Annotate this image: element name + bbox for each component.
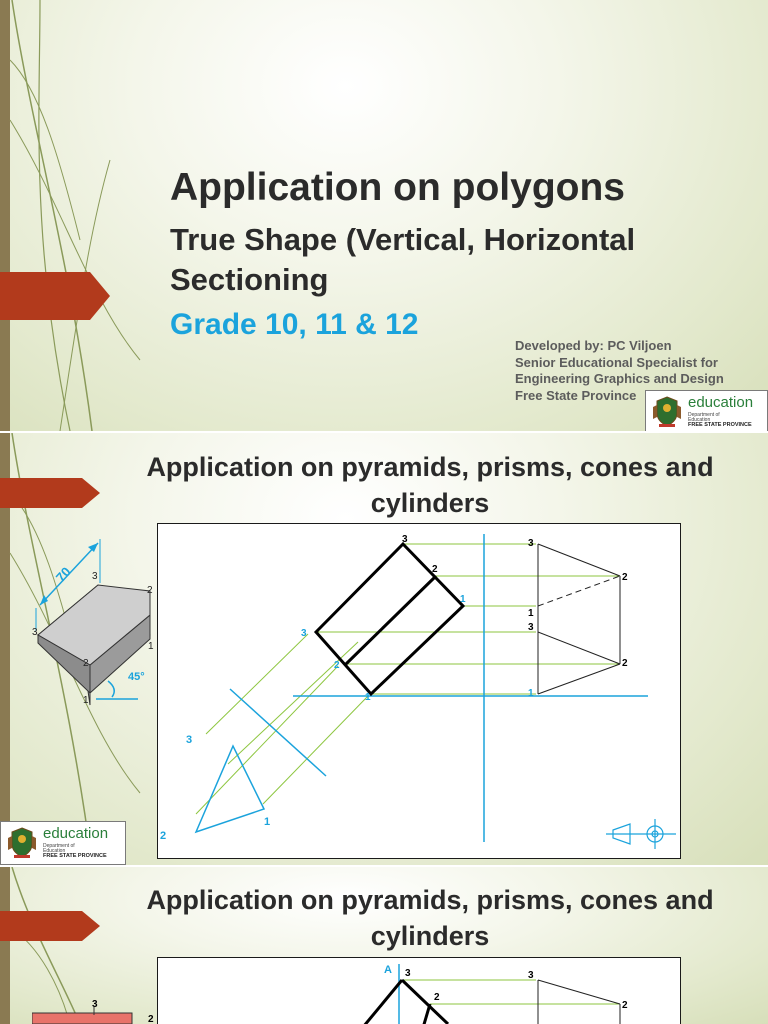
orthographic-drawing-panel xyxy=(157,523,681,859)
vertex-label: 2 xyxy=(334,660,340,671)
angle-label: 45° xyxy=(128,671,145,683)
logo-brand-text: education xyxy=(43,825,109,842)
red-arrow-tab xyxy=(0,272,112,320)
logo-brand-text: education xyxy=(688,394,754,411)
dimension-label: 70 xyxy=(52,564,74,585)
red-arrow-tab xyxy=(0,911,102,941)
credit-line: Senior Educational Specialist for xyxy=(515,354,718,370)
vertex-label: 3 xyxy=(402,534,408,545)
vertex-label: 2 xyxy=(434,992,440,1003)
vertex-label: 3 xyxy=(92,571,98,582)
vertex-label: 2 xyxy=(148,1014,154,1024)
vertex-label: 3 xyxy=(528,538,534,549)
point-label: A xyxy=(384,964,392,976)
slide-title: Application on pyramids, prisms, cones and cylinders xyxy=(146,452,714,518)
vertex-label: 1 xyxy=(365,692,371,703)
vertex-label: 2 xyxy=(83,658,89,669)
vertex-label: 3 xyxy=(301,628,307,639)
true-shape-label: 3 xyxy=(186,734,193,746)
vertex-label: 3 xyxy=(92,999,98,1010)
decorative-fronds xyxy=(0,0,160,431)
title-slide xyxy=(0,0,768,431)
vertex-label: 1 xyxy=(460,594,466,605)
vertex-label: 2 xyxy=(622,658,628,669)
education-logo xyxy=(645,390,768,431)
vertex-label: 2 xyxy=(147,585,153,596)
vertex-label: 1 xyxy=(148,641,154,652)
slide-subtitle: True Shape (Vertical, Horizontal Sectioning xyxy=(170,222,636,297)
pyramid-section-drawing xyxy=(158,958,680,1024)
vertex-label: 3 xyxy=(528,970,534,981)
vertex-label: 2 xyxy=(622,572,628,583)
orthographic-drawing-panel xyxy=(92,957,681,1024)
vertex-label: 2 xyxy=(432,564,438,575)
credit-line: Developed by: PC Viljoen xyxy=(515,338,672,353)
pyramid-sketch xyxy=(32,1007,140,1024)
vertex-label: 3 xyxy=(32,627,38,638)
slide-title: Application on polygons xyxy=(170,166,625,209)
vertex-label: 3 xyxy=(528,622,534,633)
slide-title: Application on pyramids, prisms, cones and cylinders xyxy=(146,885,714,951)
isometric-prism-figure xyxy=(28,533,163,713)
logo-sub-text: Department of xyxy=(43,843,75,849)
vertex-label: 3 xyxy=(405,968,411,979)
coat-of-arms-icon xyxy=(4,824,40,860)
credit-line: Engineering Graphics and Design xyxy=(515,371,724,386)
prism-slide xyxy=(0,433,768,865)
education-logo xyxy=(0,821,126,865)
prism-section-drawing xyxy=(158,524,680,858)
credit-line: Free State Province xyxy=(515,387,637,403)
true-shape-label: 2 xyxy=(160,830,167,842)
grade-label: Grade 10, 11 & 12 xyxy=(170,308,419,341)
vertex-label: 1 xyxy=(83,695,89,706)
vertex-label: 1 xyxy=(528,688,534,699)
pyramid-slide xyxy=(0,867,768,1024)
logo-sub-text: Education xyxy=(43,848,66,854)
logo-sub-text: Education xyxy=(688,417,711,423)
vertex-label: 1 xyxy=(528,608,534,619)
coat-of-arms-icon xyxy=(649,393,685,429)
isometric-prism-sketch xyxy=(28,533,163,718)
logo-sub-text: Department of xyxy=(688,412,720,418)
true-shape-label: 1 xyxy=(264,816,271,828)
vertex-label: 2 xyxy=(622,1000,628,1011)
red-arrow-tab xyxy=(0,478,102,508)
logo-province-text: FREE STATE PROVINCE xyxy=(688,422,752,428)
logo-province-text: FREE STATE PROVINCE xyxy=(43,853,107,859)
